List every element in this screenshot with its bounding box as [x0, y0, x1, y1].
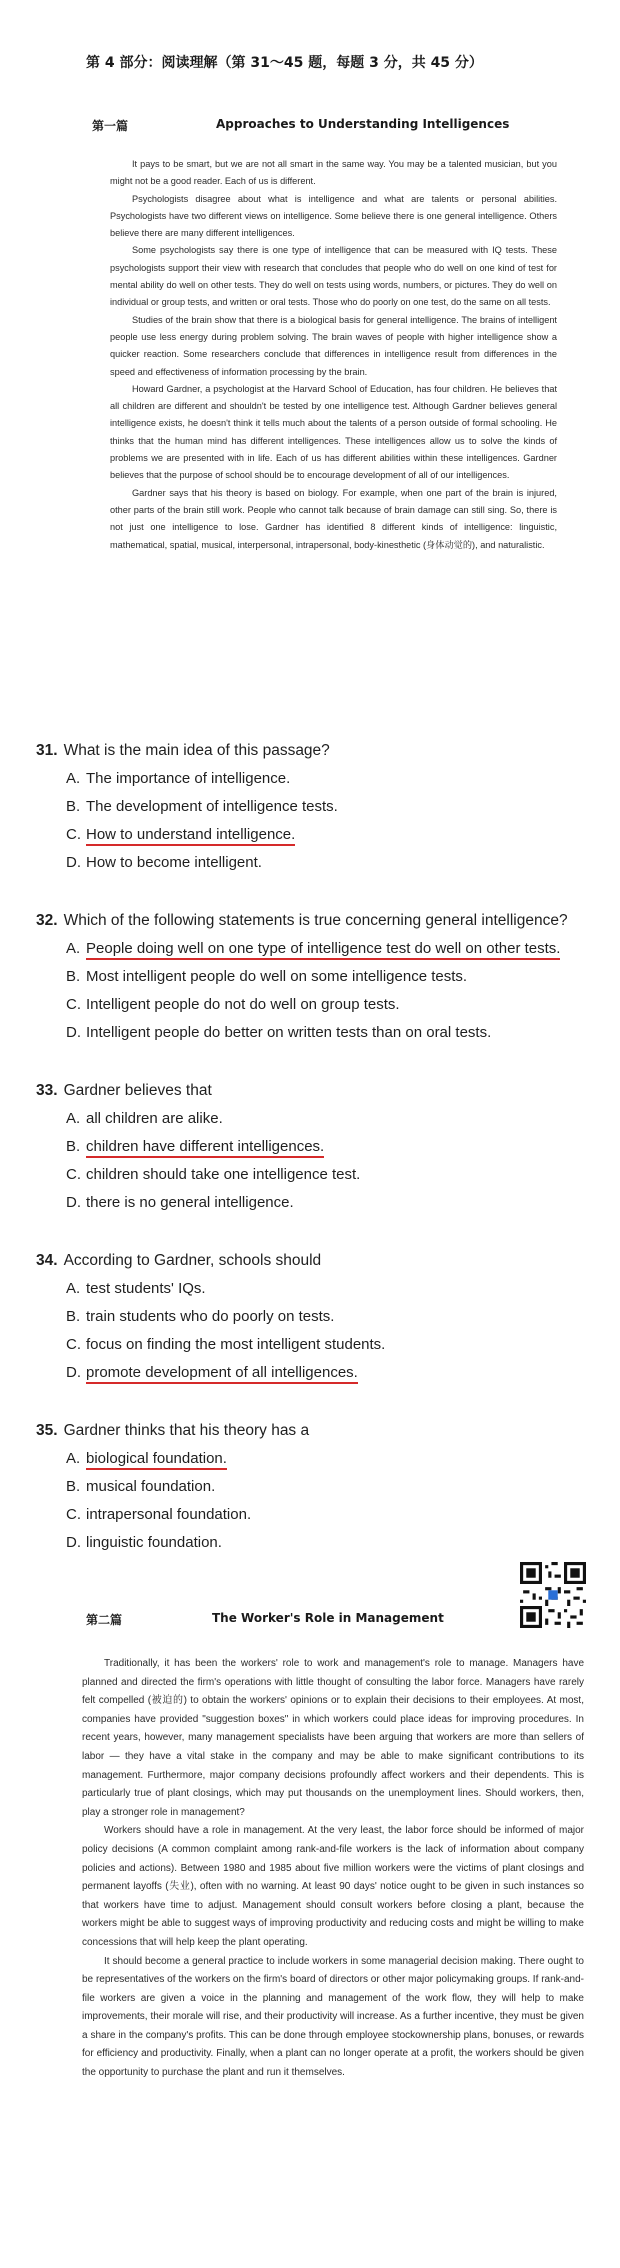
passage1-paragraph: Some psychologists say there is one type of intelligence that can be measured with IQ tests. These psychologists support their view with research that concludes that people who do well on one kind of test for mental ability do well on other tests. They do well on tests using words, numbers, or pictures. They do well on individual or group tests, and written or oral tests. Those who do poorly on one test, do the same on all tests.	[110, 245, 557, 308]
option-letter: C.	[66, 826, 81, 843]
option-text: musical foundation.	[86, 1478, 216, 1495]
option-b[interactable]	[36, 963, 596, 991]
passage1-paragraph: It pays to be smart, but we are not all smart in the same way. You may be a talented musician, but you might not be a good reader. Each of us is different.	[110, 159, 557, 187]
passage2-label: 第二篇	[86, 1613, 123, 1627]
option-text: children should take one intelligence test.	[86, 1166, 361, 1183]
option-letter: A.	[66, 940, 81, 957]
question-number: 35.	[36, 1422, 58, 1439]
option-text: Most intelligent people do well on some intelligence tests.	[86, 968, 468, 985]
option-letter: A.	[66, 1450, 81, 1467]
option-letter: C.	[66, 1506, 81, 1523]
question-34	[36, 1247, 596, 1387]
option-a[interactable]	[36, 1105, 596, 1133]
option-text: all children are alike.	[86, 1110, 223, 1127]
question-number: 31.	[36, 742, 58, 759]
option-b[interactable]	[36, 1303, 596, 1331]
option-a[interactable]	[36, 935, 596, 963]
option-letter: D.	[66, 1364, 81, 1381]
option-d[interactable]	[36, 1189, 596, 1217]
question-number: 32.	[36, 912, 58, 929]
option-text: The importance of intelligence.	[86, 770, 291, 787]
option-letter: D.	[66, 1024, 81, 1041]
passage2-title: The Worker's Role in Management	[212, 1611, 444, 1625]
option-text: test students' IQs.	[86, 1280, 206, 1297]
option-letter: C.	[66, 996, 81, 1013]
option-letter: B.	[66, 1138, 81, 1155]
passage2-body	[82, 1655, 584, 2083]
passage1-paragraph: Gardner says that his theory is based on biology. For example, when one part of the brain is injured, other parts of the brain still work. People who cannot talk because of brain damage can still sing. So, there is not just one intelligence to lose. Gardner has identified 8 different kinds of intelligence: linguistic, mathematical, spatial, musical, interpersonal, intrapersonal, body-kinesthetic (身体动觉的), and naturalistic.	[110, 487, 557, 550]
question-text: Which of the following statements is true concerning general intelligence?	[63, 912, 568, 929]
option-letter: D.	[66, 1194, 81, 1211]
question-32	[36, 907, 596, 1047]
option-text: linguistic foundation.	[86, 1534, 222, 1551]
question-text: What is the main idea of this passage?	[63, 742, 330, 759]
option-d[interactable]	[36, 849, 596, 877]
option-a[interactable]	[36, 765, 596, 793]
option-letter: B.	[66, 798, 81, 815]
option-b[interactable]	[36, 1473, 596, 1501]
option-a[interactable]	[36, 1275, 596, 1303]
question-number: 33.	[36, 1082, 58, 1099]
passage1-body	[110, 156, 557, 554]
option-letter: D.	[66, 854, 81, 871]
option-text: People doing well on one type of intelligence test do well on other tests.	[86, 940, 560, 960]
question-text: Gardner believes that	[63, 1082, 212, 1099]
passage2-paragraph: Workers should have a role in management. At the very least, the labor force should be informed of major policy decisions (A common complaint among rank-and-file workers is the lack of information about company policies and actions). Between 1980 and 1985 about five million workers were the victims of plant closings and permanent layoffs (失业), often with no warning. At least 90 days' notice ought to be given in such instances so that workers have time to adjust. Management should consult workers before closing a plant, because the workers might be able to suggest ways of improving productivity and reducing costs and might be willing to make concessions that will help keep the plant operating.	[82, 1825, 584, 1948]
option-c[interactable]	[36, 1161, 596, 1189]
passage2-paragraph: It should become a general practice to include workers in some managerial decision making. There ought to be representatives of the workers on the firm's board of directors or other major policymaking groups. If rank-and-file workers are given a voice in the planning and management of the work flow, they will help to make improvements, their morale will rise, and their productivity will increase. As a further incentive, they must be given a share in the company's profits. This can be done through employee stockownership plans, bonuses, or rewards for efficiency and productivity. Finally, when a plant can no longer operate at a profit, the workers should be given the opportunity to purchase the plant and run it themselves.	[82, 1955, 584, 2079]
option-c[interactable]	[36, 821, 596, 849]
option-c[interactable]	[36, 1331, 596, 1359]
question-stem	[36, 737, 596, 765]
option-letter: C.	[66, 1166, 81, 1183]
option-d[interactable]	[36, 1019, 596, 1047]
passage2-paragraph: Traditionally, it has been the workers' role to work and management's role to manage. Managers have planned and directed the firm's operations with little thought of consulting the labor force. Managers have rarely felt compelled (被迫的) to obtain the workers' opinions or to explain their decisions to their employees. At most, companies have provided "suggestion boxes" in which workers could place ideas for improving procedures. In recent years, however, many management specialists have been arguing that workers are more than sellers of labor — they have a vital stake in the company and may be able to make significant contributions to its management. Furthermore, major company decisions profoundly affect workers and their dependents. This is particularly true of plant closings, which may put thousands on the unemployment lines. Should workers, then, play a stronger role in management?	[82, 1658, 584, 1818]
question-text: According to Gardner, schools should	[63, 1252, 322, 1269]
option-text: train students who do poorly on tests.	[86, 1308, 335, 1325]
question-31	[36, 737, 596, 877]
option-b[interactable]	[36, 1133, 596, 1161]
option-letter: B.	[66, 968, 81, 985]
question-list	[36, 737, 596, 1557]
question-number: 34.	[36, 1252, 58, 1269]
passage1-paragraph: Howard Gardner, a psychologist at the Harvard School of Education, has four children. He believes that all children are different and shouldn't be tested by one intelligence test. Although Gardner believes general intelligence exists, he doesn't think it tells much about the talents of a person outside of formal schooling. He thinks that the human mind has different intelligences. These intelligences allow us to solve the kinds of problems we are presented with in life. Each of us has different abilities within these intelligences. Gardner believes that the purpose of school should be to encourage development of all of our intelligences.	[110, 383, 557, 481]
option-text: Intelligent people do better on written tests than on oral tests.	[86, 1024, 492, 1041]
part-title: 第 4 部分：阅读理解（第 31～45 题，每题 3 分，共 45 分）	[86, 55, 483, 71]
option-letter: C.	[66, 1336, 81, 1353]
passage1-paragraph: Studies of the brain show that there is a biological basis for general intelligence. The brains of intelligent people use less energy during problem solving. The brain waves of people with higher intelligence show a quicker reaction. Some researchers conclude that differences in intelligence result from differences in the speed and effectiveness of information processing by the brain.	[110, 314, 557, 377]
option-d[interactable]	[36, 1359, 596, 1387]
option-letter: A.	[66, 770, 81, 787]
option-b[interactable]	[36, 793, 596, 821]
passage1-title: Approaches to Understanding Intelligences	[216, 117, 510, 131]
option-text: children have different intelligences.	[86, 1138, 324, 1158]
question-stem	[36, 1417, 596, 1445]
option-text: The development of intelligence tests.	[86, 798, 338, 815]
passage1-label: 第一篇	[92, 119, 129, 133]
option-text: focus on finding the most intelligent students.	[86, 1336, 386, 1353]
option-letter: D.	[66, 1534, 81, 1551]
option-c[interactable]	[36, 1501, 596, 1529]
option-letter: A.	[66, 1280, 81, 1297]
option-letter: B.	[66, 1478, 81, 1495]
passage1-paragraph: Psychologists disagree about what is intelligence and what are talents or personal abilities. Psychologists have two different views on intelligence. Some believe there is one general intelligence. Others believe there are many different intelligences.	[110, 193, 557, 239]
option-c[interactable]	[36, 991, 596, 1019]
question-stem	[36, 1077, 596, 1105]
question-35	[36, 1417, 596, 1557]
option-text: intrapersonal foundation.	[86, 1506, 252, 1523]
question-stem	[36, 907, 596, 935]
option-text: How to understand intelligence.	[86, 826, 295, 846]
option-text: there is no general intelligence.	[86, 1194, 294, 1211]
option-d[interactable]	[36, 1529, 596, 1557]
question-stem	[36, 1247, 596, 1275]
question-text: Gardner thinks that his theory has a	[63, 1422, 310, 1439]
option-text: biological foundation.	[86, 1450, 227, 1470]
option-text: promote development of all intelligences.	[86, 1364, 358, 1384]
option-text: How to become intelligent.	[86, 854, 262, 871]
option-letter: A.	[66, 1110, 81, 1127]
option-letter: B.	[66, 1308, 81, 1325]
option-text: Intelligent people do not do well on group tests.	[86, 996, 400, 1013]
qr-code-icon	[520, 1562, 586, 1628]
question-33	[36, 1077, 596, 1217]
option-a[interactable]	[36, 1445, 596, 1473]
